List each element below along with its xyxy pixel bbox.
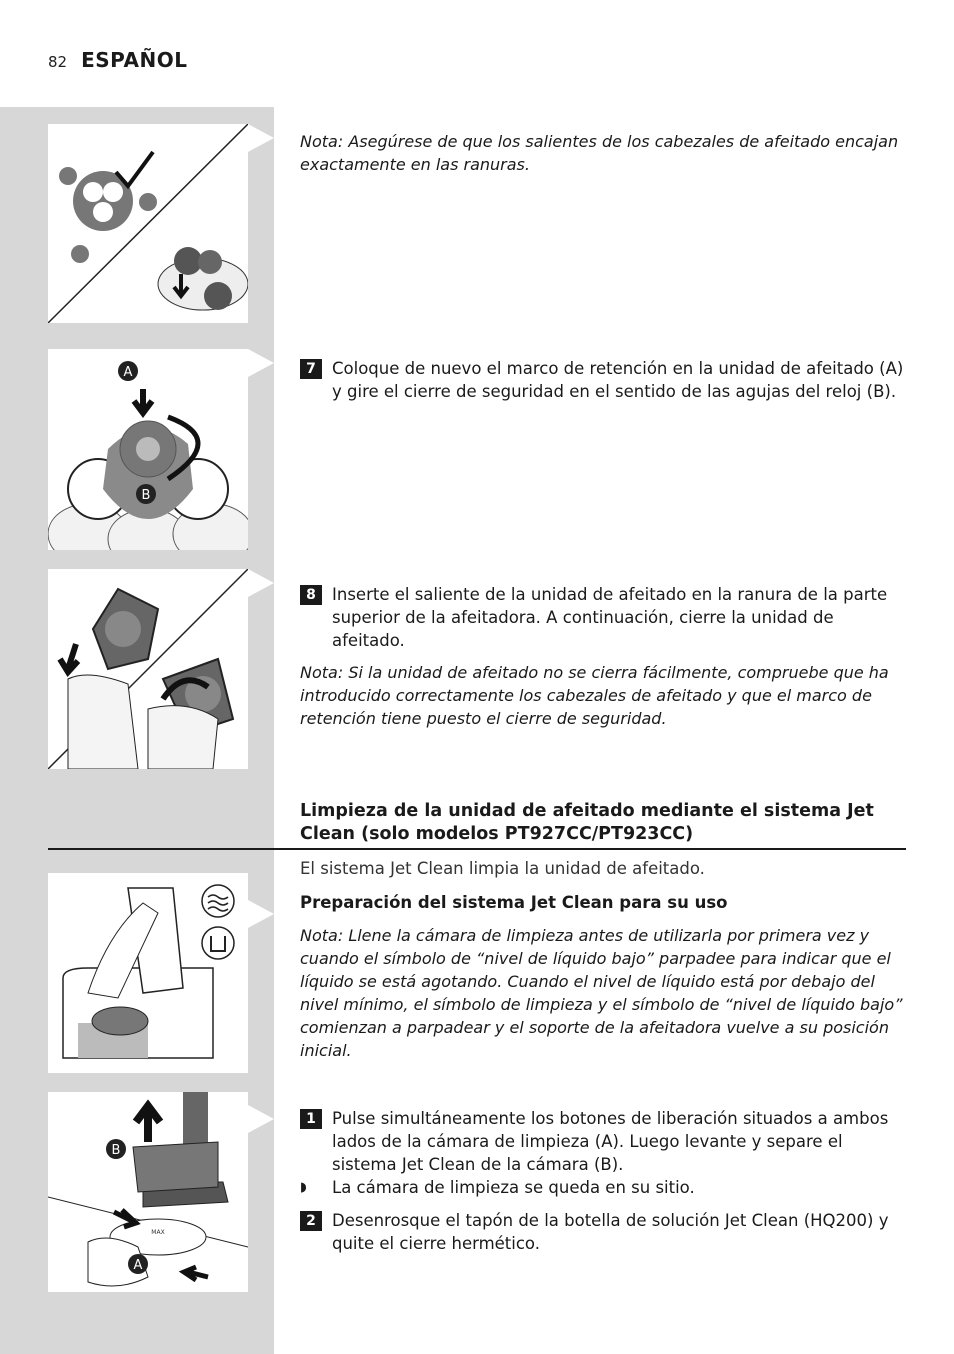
step-8-block bbox=[300, 583, 910, 730]
language-title: ESPAÑOL bbox=[81, 48, 188, 72]
step-8 bbox=[300, 583, 910, 652]
subheading: Preparación del sistema Jet Clean para su uso bbox=[300, 893, 728, 912]
figure-close-shaving-unit bbox=[48, 569, 248, 769]
steps-1-2-block bbox=[300, 1107, 910, 1255]
figure-release-chamber bbox=[48, 1092, 248, 1292]
step-8-note: Nota: Si la unidad de afeitado no se cierra fácilmente, compruebe que ha introducido correctamente los cabezales de afeitado y que el marco de retención tiene puesto el cierre de seguridad. bbox=[300, 663, 889, 728]
step-1-result bbox=[300, 1176, 910, 1199]
label-b: B bbox=[111, 1143, 121, 1158]
note-block-1 bbox=[300, 130, 910, 176]
water-waves-icon bbox=[202, 885, 234, 917]
step-1-text: Pulse simultáneamente los botones de liberación situados a ambos lados de la cámara de limpieza (A). Luego levante y separe el sistema Jet Clean de la cámara (B). bbox=[332, 1109, 889, 1174]
arrow-down-icon bbox=[184, 1267, 208, 1280]
step-2-text: Desenrosque el tapón de la botella de solución Jet Clean (HQ200) y quite el cierre hermético. bbox=[332, 1211, 889, 1253]
figure-shaving-heads-fit bbox=[48, 124, 248, 323]
step-2 bbox=[300, 1209, 910, 1255]
result-bullet-icon: ◗ bbox=[300, 1180, 307, 1195]
section-intro: El sistema Jet Clean limpia la unidad de afeitado. bbox=[300, 859, 705, 878]
figure-pointer bbox=[248, 349, 274, 377]
label-b: B bbox=[141, 488, 151, 503]
shaving-heads-illustration bbox=[48, 124, 248, 323]
max-label: MAX bbox=[151, 1229, 165, 1236]
figure-pointer bbox=[248, 1105, 274, 1133]
figure-pointer bbox=[248, 569, 274, 597]
step-number-badge: 2 bbox=[300, 1211, 322, 1231]
page-header bbox=[48, 48, 187, 72]
figure-pointer bbox=[248, 900, 274, 928]
arrow-up-icon bbox=[136, 1106, 160, 1142]
arrow-down-icon bbox=[114, 1210, 136, 1227]
page-number: 82 bbox=[48, 53, 68, 71]
label-a: A bbox=[123, 365, 133, 380]
step-8-text: Inserte el saliente de la unidad de afeitado en la ranura de la parte superior de la afeitadora. A continuación, cierre la unidad de afeitado. bbox=[332, 585, 888, 650]
label-a: A bbox=[133, 1258, 143, 1273]
figure-jet-clean-system bbox=[48, 873, 248, 1073]
step-7-block bbox=[300, 357, 910, 403]
figure-pointer bbox=[248, 124, 274, 152]
section-heading: Limpieza de la unidad de afeitado mediante el sistema Jet Clean (solo modelos PT927CC/PT923CC) bbox=[300, 801, 874, 844]
note-text: Nota: Asegúrese de que los salientes de los cabezales de afeitado encajan exactamente en las ranuras. bbox=[300, 132, 899, 174]
step-number-badge: 7 bbox=[300, 359, 322, 379]
section-divider bbox=[48, 848, 906, 850]
jet-clean-note: Nota: Llene la cámara de limpieza antes de utilizarla por primera vez y cuando el símbolo de “nivel de líquido bajo” parpadee para indicar que el líquido se está agotando. Cuando el nivel de líquido está por debajo del nivel mínimo, el símbolo de limpieza y el símbolo de “nivel de líquido bajo” comienzan a parpadear y el soporte de la afeitadora vuelve a su posición inicial. bbox=[300, 926, 903, 1060]
step-number-badge: 8 bbox=[300, 585, 322, 605]
arrow-down-icon bbox=[134, 389, 152, 413]
step-7-text: Coloque de nuevo el marco de retención en la unidad de afeitado (A) y gire el cierre de seguridad en el sentido de las agujas del reloj (B). bbox=[332, 359, 904, 401]
low-liquid-icon bbox=[202, 927, 234, 959]
check-icon bbox=[116, 152, 153, 186]
jet-clean-intro-block bbox=[300, 857, 910, 1062]
arrow-down-icon bbox=[60, 644, 78, 672]
step-number-badge: 1 bbox=[300, 1109, 322, 1129]
step-1 bbox=[300, 1107, 910, 1176]
step-1-result-text: La cámara de limpieza se queda en su sitio. bbox=[332, 1178, 695, 1197]
figure-retention-frame bbox=[48, 349, 248, 550]
step-7 bbox=[300, 357, 910, 403]
